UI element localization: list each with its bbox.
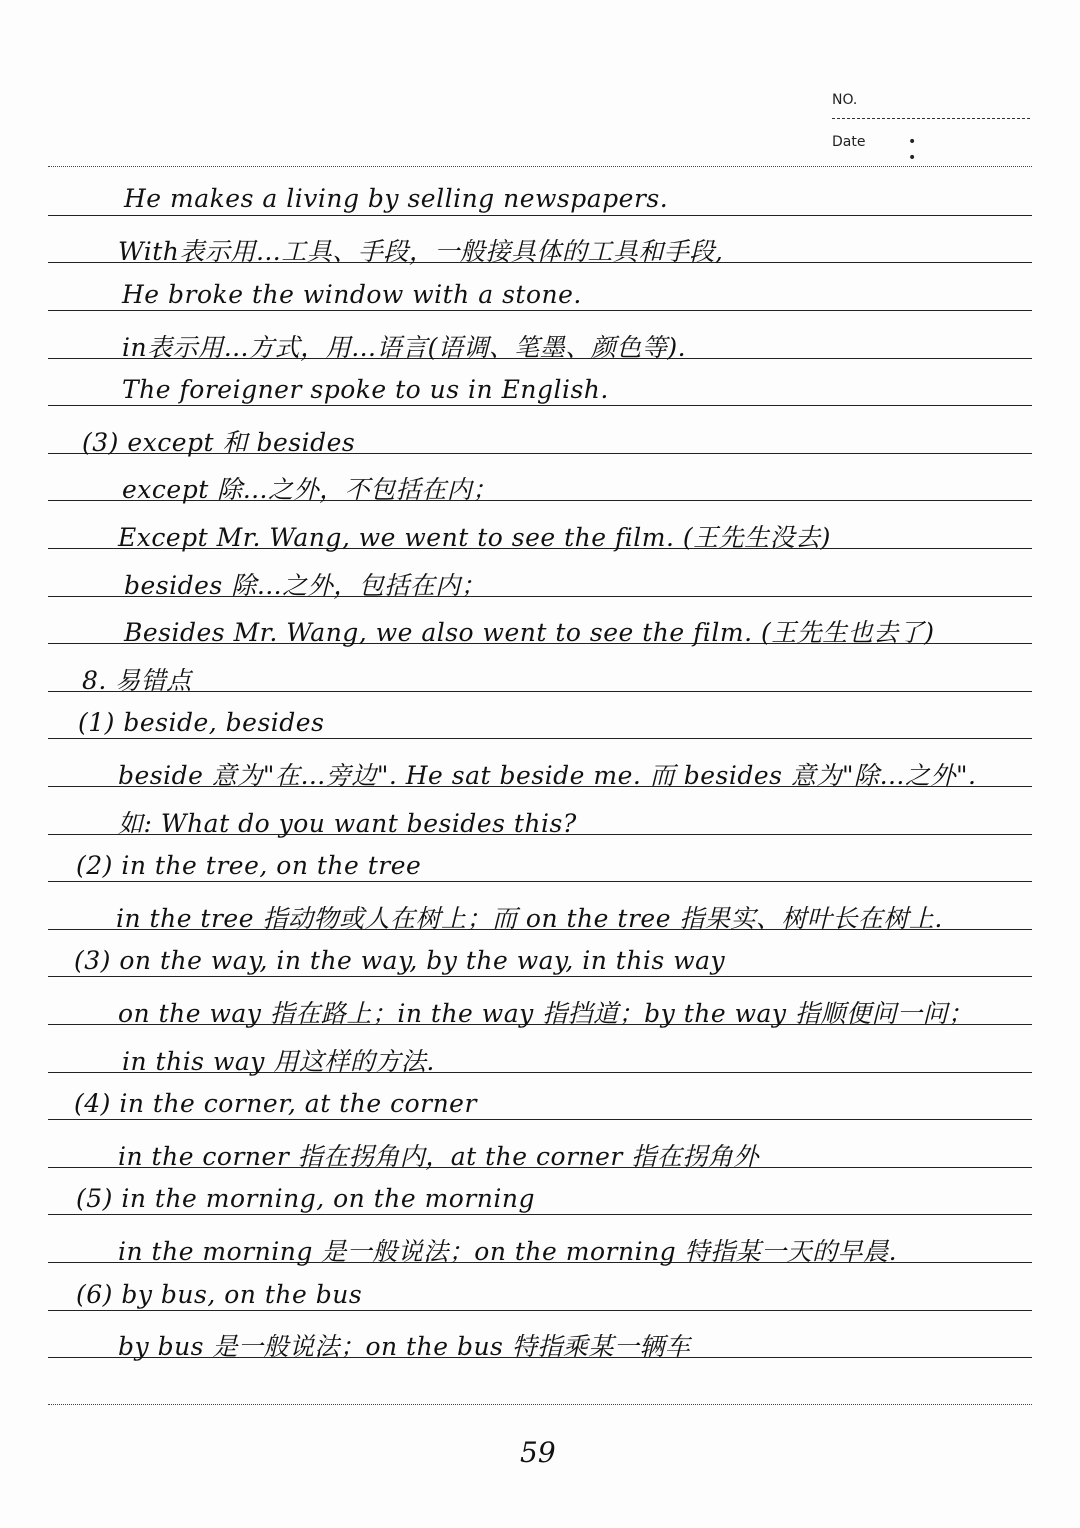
ruled-line <box>48 881 1032 882</box>
note-line: (2) in the tree, on the tree <box>76 851 422 880</box>
ruled-line <box>48 976 1032 977</box>
note-line: in the morning 是一般说法；on the morning 特指某一天的早晨. <box>118 1237 898 1266</box>
note-line: in the corner 指在拐角内，at the corner 指在拐角外 <box>118 1142 759 1171</box>
note-line: He makes a living by selling newspapers. <box>124 184 669 213</box>
ruled-line <box>48 738 1032 739</box>
note-line: (3) on the way, in the way, by the way, in this way <box>74 946 726 975</box>
date-field <box>832 134 1032 176</box>
note-line: With表示用…工具、手段，一般接具体的工具和手段, <box>118 237 724 266</box>
note-line: (4) in the corner, at the corner <box>74 1089 477 1118</box>
date-dots: • • <box>908 134 957 166</box>
note-line: by bus 是一般说法；on the bus 特指乘某一辆车 <box>118 1332 691 1361</box>
ruled-line <box>48 166 1032 167</box>
ruled-line <box>48 1119 1032 1120</box>
ruled-line <box>48 405 1032 406</box>
no-label: NO. <box>832 92 858 108</box>
note-line: on the way 指在路上；in the way 指挡道；by the way 指顺便问一问； <box>118 999 974 1028</box>
ruled-line <box>48 310 1032 311</box>
note-line: (6) by bus, on the bus <box>76 1280 363 1309</box>
number-field <box>832 92 1032 134</box>
note-line: in表示用…方式，用…语言(语调、笔墨、颜色等). <box>122 333 687 362</box>
note-line: He broke the window with a stone. <box>122 280 582 309</box>
note-line: Except Mr. Wang, we went to see the film. (王先生没去) <box>118 523 831 552</box>
page-header-meta <box>832 92 1032 176</box>
section-heading: 8. 易错点 <box>82 666 192 695</box>
note-line: in this way 用这样的方法. <box>122 1047 435 1076</box>
number-underline <box>832 118 1030 119</box>
note-line: except 除…之外，不包括在内； <box>122 475 498 504</box>
ruled-line <box>48 691 1032 692</box>
ruled-line <box>48 1404 1032 1405</box>
note-line: besides 除…之外，包括在内； <box>124 571 487 600</box>
ruled-line <box>48 215 1032 216</box>
note-line: The foreigner spoke to us in English. <box>122 375 609 404</box>
ruled-line <box>48 1310 1032 1311</box>
note-line: (3) except 和 besides <box>82 428 356 457</box>
ruled-line <box>48 1214 1032 1215</box>
date-label: Date <box>832 134 866 150</box>
note-line: (1) beside, besides <box>78 708 325 737</box>
note-line: (5) in the morning, on the morning <box>76 1184 535 1213</box>
note-line: beside 意为"在…旁边". He sat beside me. 而 besides 意为"除…之外". <box>118 761 977 790</box>
note-line: 如: What do you want besides this? <box>118 809 577 838</box>
page-number: 59 <box>520 1436 556 1469</box>
note-line: Besides Mr. Wang, we also went to see the film. (王先生也去了) <box>124 618 935 647</box>
note-line: in the tree 指动物或人在树上；而 on the tree 指果实、树叶长在树上. <box>116 904 943 933</box>
